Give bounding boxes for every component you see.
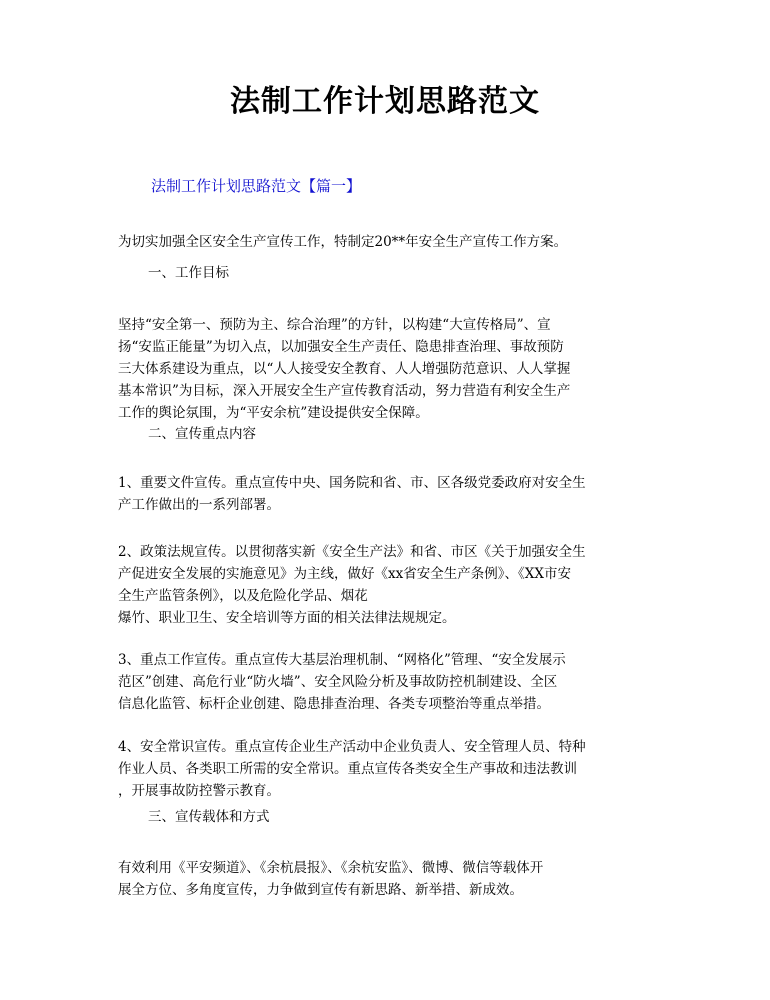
intro-paragraph: 为切实加强全区安全生产宣传工作，特制定20**年安全生产宣传工作方案。 <box>118 234 568 250</box>
item-4-paragraph <box>118 736 663 802</box>
document-subtitle: 法制工作计划思路范文【篇一】 <box>151 177 362 195</box>
item-3-paragraph <box>118 649 663 715</box>
item-2-paragraph <box>118 541 663 629</box>
goals-line: 扬“安监正能量”为切入点，以加强安全生产责任、隐患排查治理、事故预防 <box>118 339 564 355</box>
item-2-line: 2、政策法规宣传。以贯彻落实新《安全生产法》和省、市区《关于加强安全生 <box>118 544 586 560</box>
item-4-line: ，开展事故防控警示教育。 <box>118 783 280 799</box>
item-4-line: 4、安全常识宣传。重点宣传企业生产活动中企业负责人、安全管理人员、特种 <box>118 739 586 755</box>
item-2-line: 全生产监管条例》，以及危险化学品、烟花 <box>118 588 368 604</box>
goals-line: 基本常识”为目标，深入开展安全生产宣传教育活动，努力营造有利安全生产 <box>118 383 571 399</box>
methods-line: 有效利用《平安频道》、《余杭晨报》、《余杭安监》、微博、微信等载体开 <box>118 860 544 876</box>
item-4-line: 作业人员、各类职工所需的安全常识。重点宣传各类安全生产事故和违法教训 <box>118 761 577 777</box>
item-2-line: 爆竹、职业卫生、安全培训等方面的相关法律法规规定。 <box>118 610 456 626</box>
goals-line: 坚持“安全第一、预防为主、综合治理”的方针，以构建“大宣传格局”、宣 <box>118 317 551 333</box>
section-heading-content: 二、宣传重点内容 <box>148 426 256 442</box>
goals-line: 三大体系建设为重点，以“人人接受安全教育、人人增强防范意识、人人掌握 <box>118 361 571 377</box>
item-1-paragraph <box>118 472 663 516</box>
goals-paragraph <box>118 314 663 424</box>
item-3-line: 范区”创建、高危行业“防火墙”、安全风险分析及事故防控机制建设、全区 <box>118 674 558 690</box>
methods-line: 展全方位、多角度宣传，力争做到宣传有新思路、新举措、新成效。 <box>118 882 523 898</box>
document-title: 法制工作计划思路范文 <box>230 84 540 119</box>
item-3-line: 信息化监管、标杆企业创建、隐患排查治理、各类专项整治等重点举措。 <box>118 696 550 712</box>
goals-line: 工作的舆论氛围，为“平安余杭”建设提供安全保障。 <box>118 405 429 421</box>
item-1-line: 1、重要文件宣传。重点宣传中央、国务院和省、市、区各级党委政府对安全生 <box>118 475 586 491</box>
methods-paragraph <box>118 857 663 901</box>
item-2-line: 产促进安全发展的实施意见》为主线，做好《xx省安全生产条例》、《XX市安 <box>118 566 571 582</box>
item-3-line: 3、重点工作宣传。重点宣传大基层治理机制、“网格化”管理、“安全发展示 <box>118 652 566 668</box>
section-heading-goals: 一、工作目标 <box>148 265 229 281</box>
item-1-line: 产工作做出的一系列部署。 <box>118 497 280 513</box>
section-heading-methods: 三、宣传载体和方式 <box>148 809 270 825</box>
